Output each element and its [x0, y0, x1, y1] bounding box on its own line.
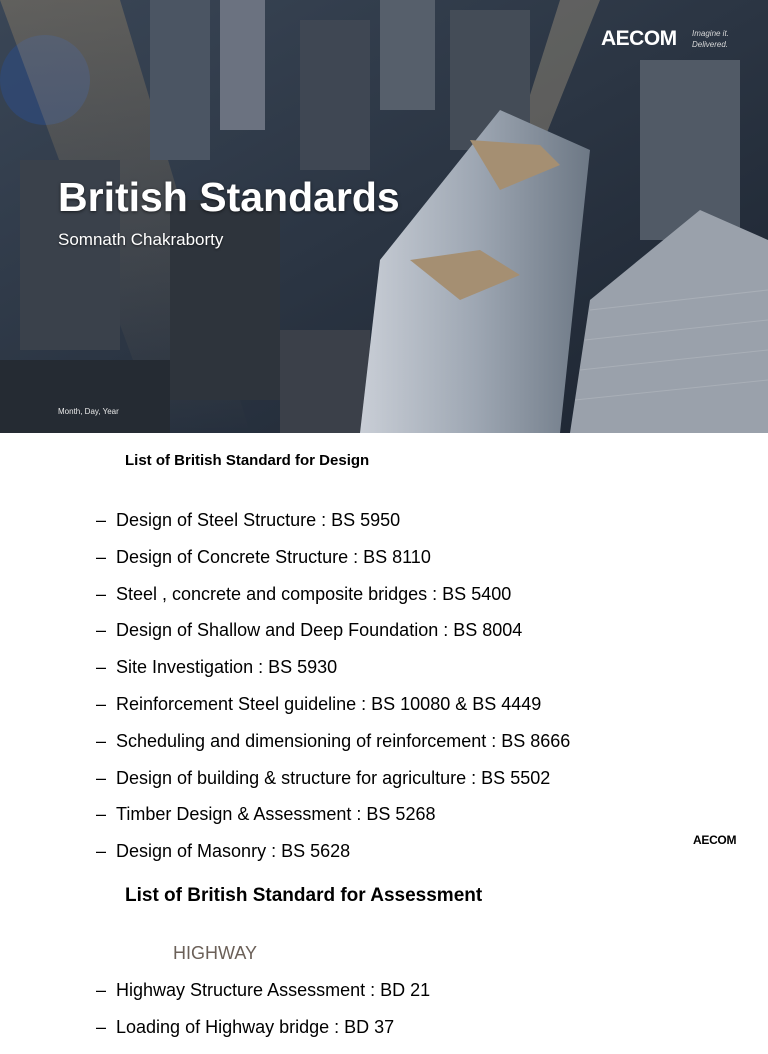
list-marker: – [96, 510, 107, 530]
list-item-text: Site Investigation : BS 5930 [116, 657, 338, 678]
list-item-text: Design of building & structure for agriculture : BS 5502 [116, 767, 551, 788]
list-item-text: Design of Masonry : BS 5628 [116, 841, 351, 862]
logo-tagline: Imagine it. Delivered. [692, 29, 729, 49]
title-slide [0, 0, 768, 433]
assessment-section-heading: List of British Standard for Assessment [125, 885, 483, 906]
aecom-logo: AECOM [601, 27, 677, 50]
list-marker: – [96, 693, 107, 714]
design-section-heading: List of British Standard for Design [125, 452, 370, 469]
list-marker: – [96, 1016, 107, 1037]
list-marker: – [96, 980, 107, 1000]
presentation-title: British Standards [58, 174, 400, 220]
list-marker: – [96, 657, 107, 678]
list-item-text: Steel , concrete and composite bridges : BS 5400 [116, 583, 512, 604]
list-marker: – [96, 804, 107, 825]
list-marker: – [96, 546, 107, 567]
date-placeholder: Month, Day, Year [58, 407, 119, 416]
list-marker: – [96, 841, 107, 862]
list-marker: – [96, 620, 107, 641]
list-item-text: Scheduling and dimensioning of reinforcement : BS 8666 [116, 730, 571, 751]
list-marker: – [96, 767, 107, 788]
list-item-text: Design of Shallow and Deep Foundation : BS 8004 [116, 620, 523, 641]
author-name: Somnath Chakraborty [58, 230, 224, 249]
list-item-text: Reinforcement Steel guideline : BS 10080 & BS 4449 [116, 693, 542, 714]
list-item-text: Loading of Highway bridge : BD 37 [116, 1016, 395, 1037]
list-item-text: Highway Structure Assessment : BD 21 [116, 980, 431, 1000]
category-heading: HIGHWAY [173, 943, 257, 963]
list-marker: – [96, 583, 107, 604]
aecom-logo-small: AECOM [693, 833, 737, 847]
list-item-text: Timber Design & Assessment : BS 5268 [116, 804, 436, 825]
list-marker: – [96, 730, 107, 751]
list-item-text: Design of Steel Structure : BS 5950 [116, 510, 401, 530]
list-item-text: Design of Concrete Structure : BS 8110 [116, 546, 431, 567]
